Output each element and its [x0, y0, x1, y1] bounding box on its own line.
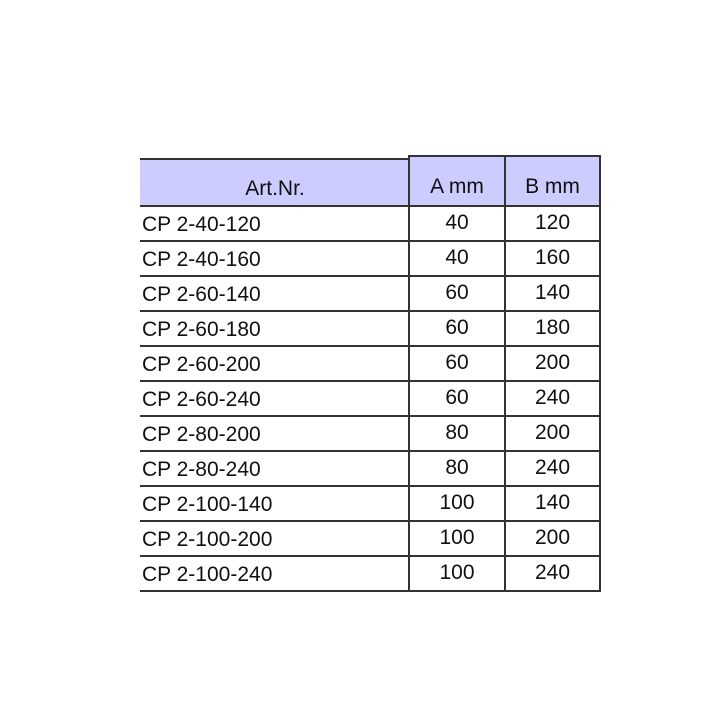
cell-a-mm: 80 [408, 452, 504, 485]
cell-b-mm: 240 [504, 382, 601, 415]
table-row [140, 207, 601, 242]
table-row [140, 277, 601, 312]
cell-a-mm: 60 [408, 312, 504, 345]
cell-b-mm: 200 [504, 522, 601, 555]
cell-art-nr: CP 2-100-240 [142, 562, 273, 586]
table-row [140, 557, 601, 592]
table-row [140, 347, 601, 382]
cell-art-nr: CP 2-100-140 [142, 492, 273, 516]
cell-art-nr: CP 2-60-240 [142, 387, 261, 411]
cell-a-mm: 80 [408, 417, 504, 450]
cell-b-mm: 120 [504, 207, 601, 240]
cell-art-nr: CP 2-100-200 [142, 527, 273, 551]
cell-a-mm: 100 [408, 557, 504, 590]
table-row [140, 382, 601, 417]
cell-art-nr: CP 2-60-180 [142, 317, 261, 341]
table-row [140, 312, 601, 347]
cell-b-mm: 240 [504, 557, 601, 590]
cell-art-nr: CP 2-40-120 [142, 212, 261, 236]
table-row [140, 242, 601, 277]
header-b-mm: B mm [504, 155, 601, 205]
cell-b-mm: 140 [504, 487, 601, 520]
cell-b-mm: 200 [504, 417, 601, 450]
cell-b-mm: 180 [504, 312, 601, 345]
table-row [140, 452, 601, 487]
cell-art-nr: CP 2-60-200 [142, 352, 261, 376]
spec-table [140, 155, 601, 592]
table-row [140, 417, 601, 452]
table-row [140, 487, 601, 522]
header-art-nr: Art.Nr. [140, 158, 408, 205]
cell-art-nr: CP 2-80-200 [142, 422, 261, 446]
cell-a-mm: 60 [408, 382, 504, 415]
cell-art-nr: CP 2-60-140 [142, 282, 261, 306]
cell-b-mm: 200 [504, 347, 601, 380]
cell-a-mm: 40 [408, 242, 504, 275]
cell-art-nr: CP 2-40-160 [142, 247, 261, 271]
cell-a-mm: 40 [408, 207, 504, 240]
cell-a-mm: 100 [408, 522, 504, 555]
header-a-mm: A mm [408, 155, 504, 205]
table-header-row [140, 155, 601, 207]
cell-b-mm: 160 [504, 242, 601, 275]
cell-b-mm: 140 [504, 277, 601, 310]
table-row [140, 522, 601, 557]
cell-art-nr: CP 2-80-240 [142, 457, 261, 481]
cell-a-mm: 60 [408, 277, 504, 310]
cell-a-mm: 60 [408, 347, 504, 380]
cell-b-mm: 240 [504, 452, 601, 485]
cell-a-mm: 100 [408, 487, 504, 520]
table-body [140, 207, 601, 592]
